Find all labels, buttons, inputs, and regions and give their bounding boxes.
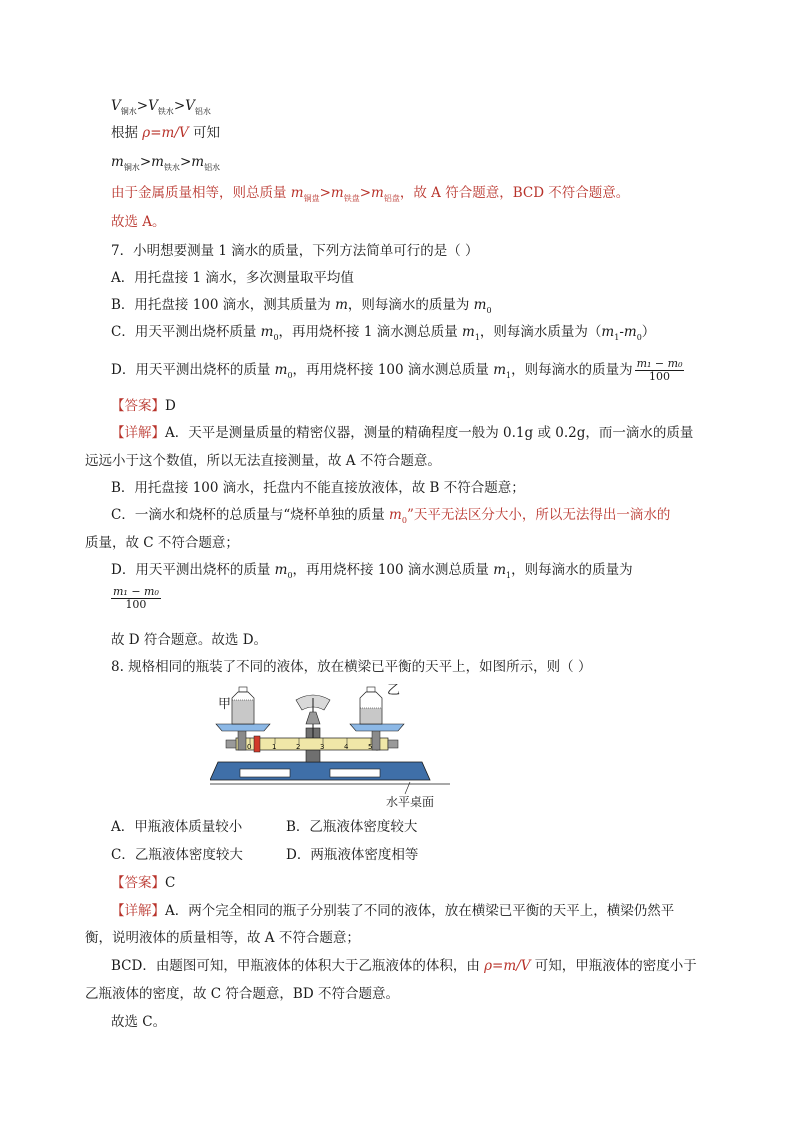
- q7-detail-3: B．用托盘接 100 滴水，托盘内不能直接放液体，故 B 不符合题意；: [111, 480, 525, 496]
- q8-option-b: B．乙瓶液体密度较大: [286, 819, 418, 835]
- q7-detail-2: 远远小于这个数值，所以无法直接测量，故 A 不符合题意。: [85, 453, 441, 469]
- tick-5: 5: [368, 743, 373, 751]
- q8-detail-2: 衡，说明液体的质量相等，故 A 不符合题意；: [85, 930, 360, 946]
- q8-option-c: C．乙瓶液体密度较大: [111, 847, 243, 863]
- fraction: $\frac{\text{m₁ − m₀}}{100}$: [636, 357, 683, 383]
- bottle-right: [360, 687, 382, 724]
- rider-weight: [254, 736, 260, 752]
- right-knob: [388, 740, 398, 748]
- right-pan: [350, 724, 404, 731]
- pointer-hanger: [306, 712, 320, 724]
- q8-stem: 8. 规格相同的瓶装了不同的液体，放在横梁已平衡的天平上，如图所示，则（ ）: [111, 659, 592, 675]
- label-yi: 乙: [387, 684, 401, 698]
- q7-option-a: A．用托盘接 1 滴水，多次测量取平均值: [111, 270, 354, 286]
- formula-line: 根据 ρ=m/V 可知: [111, 125, 220, 141]
- balance-figure: [210, 684, 450, 810]
- label-jia: 甲: [218, 697, 232, 712]
- base-window-right: [330, 769, 380, 777]
- q7-detail-7: 故 D 符合题意。故选 D。: [111, 632, 268, 648]
- left-pan-support: [238, 730, 246, 750]
- q8-detail-4: 乙瓶液体的密度，故 C 符合题意，BD 不符合题意。: [85, 986, 399, 1002]
- tick-2: 2: [296, 743, 301, 751]
- q8-option-d: D．两瓶液体密度相等: [286, 847, 419, 863]
- q7-option-b: B．用托盘接 100 滴水，测其质量为 m，则每滴水的质量为 $m_0$: [111, 297, 492, 315]
- left-pan: [216, 724, 270, 731]
- q7-detail-1: 【详解】A．天平是测量质量的精密仪器，测量的精确程度一般为 0.1g 或 0.2g，而一滴水的质量: [111, 425, 694, 441]
- density-formula: ρ=m/V: [142, 125, 189, 141]
- bottle-left: [232, 687, 254, 724]
- q8-detail-5: 故选 C。: [111, 1014, 167, 1030]
- ineq-volume: $V_{铜水}>V_{铁水}>V_{铝水}$: [111, 98, 211, 116]
- tick-1: 1: [272, 743, 277, 751]
- q7-detail-4: C．一滴水和烧杯的总质量与“烧杯单独的质量 $m_0$”天平无法区分大小，所以无法得出一滴水的: [111, 507, 671, 525]
- q7-option-d: D．用天平测出烧杯的质量 $m_0$，再用烧杯接 100 滴水测总质量 $m_1$，则每滴水的质量为 $\frac{\text{m₁ − m₀}}{100}$: [111, 357, 683, 383]
- q7-stem: 7．小明想要测量 1 滴水的质量，下列方法简单可行的是（ ）: [111, 243, 479, 259]
- q7-fraction-line: [111, 586, 161, 611]
- q7-detail-6: D．用天平测出烧杯的质量 $m_0$，再用烧杯接 100 滴水测总质量 $m_1$，则每滴水的质量为: [111, 562, 633, 580]
- q7-detail-5: 质量，故 C 不符合题意；: [85, 535, 239, 551]
- conclusion-line: 由于金属质量相等，则总质量 $m_{铜盘}>m_{铁盘}>m_{铝盘}$，故 A 符合题意，BCD 不符合题意。: [111, 185, 630, 203]
- choose-a-line: 故选 A。: [111, 214, 166, 230]
- left-knob: [226, 740, 236, 748]
- q8-detail-1: 【详解】A．两个完全相同的瓶子分别装了不同的液体，放在横梁已平衡的天平上，横梁仍然平: [111, 903, 675, 919]
- ineq-mass: $m_{铜水}>m_{铁水}>m_{铝水}$: [111, 154, 221, 172]
- base-window-left: [240, 769, 290, 777]
- q7-option-c: C．用天平测出烧杯质量 $m_0$，再用烧杯接 1 滴水测总质量 $m_1$，则每滴水质量为$(m_1-m_0)$: [111, 324, 656, 342]
- tick-4: 4: [344, 743, 349, 751]
- q8-detail-3: BCD．由题图可知，甲瓶液体的体积大于乙瓶液体的体积，由 ρ=m/V 可知，甲瓶液体的密度小于: [111, 958, 697, 974]
- tick-0: 0: [247, 743, 252, 751]
- right-pan-support: [372, 730, 380, 750]
- q7-answer: 【答案】D: [111, 398, 176, 414]
- fraction: $\frac{\text{m₁ − m₀}}{100}$: [113, 585, 159, 611]
- q8-answer: 【答案】C: [111, 875, 176, 891]
- tick-3: 3: [320, 743, 325, 751]
- q8-option-a: A．甲瓶液体质量较小: [111, 819, 243, 835]
- ground-label: 水平桌面: [386, 795, 435, 809]
